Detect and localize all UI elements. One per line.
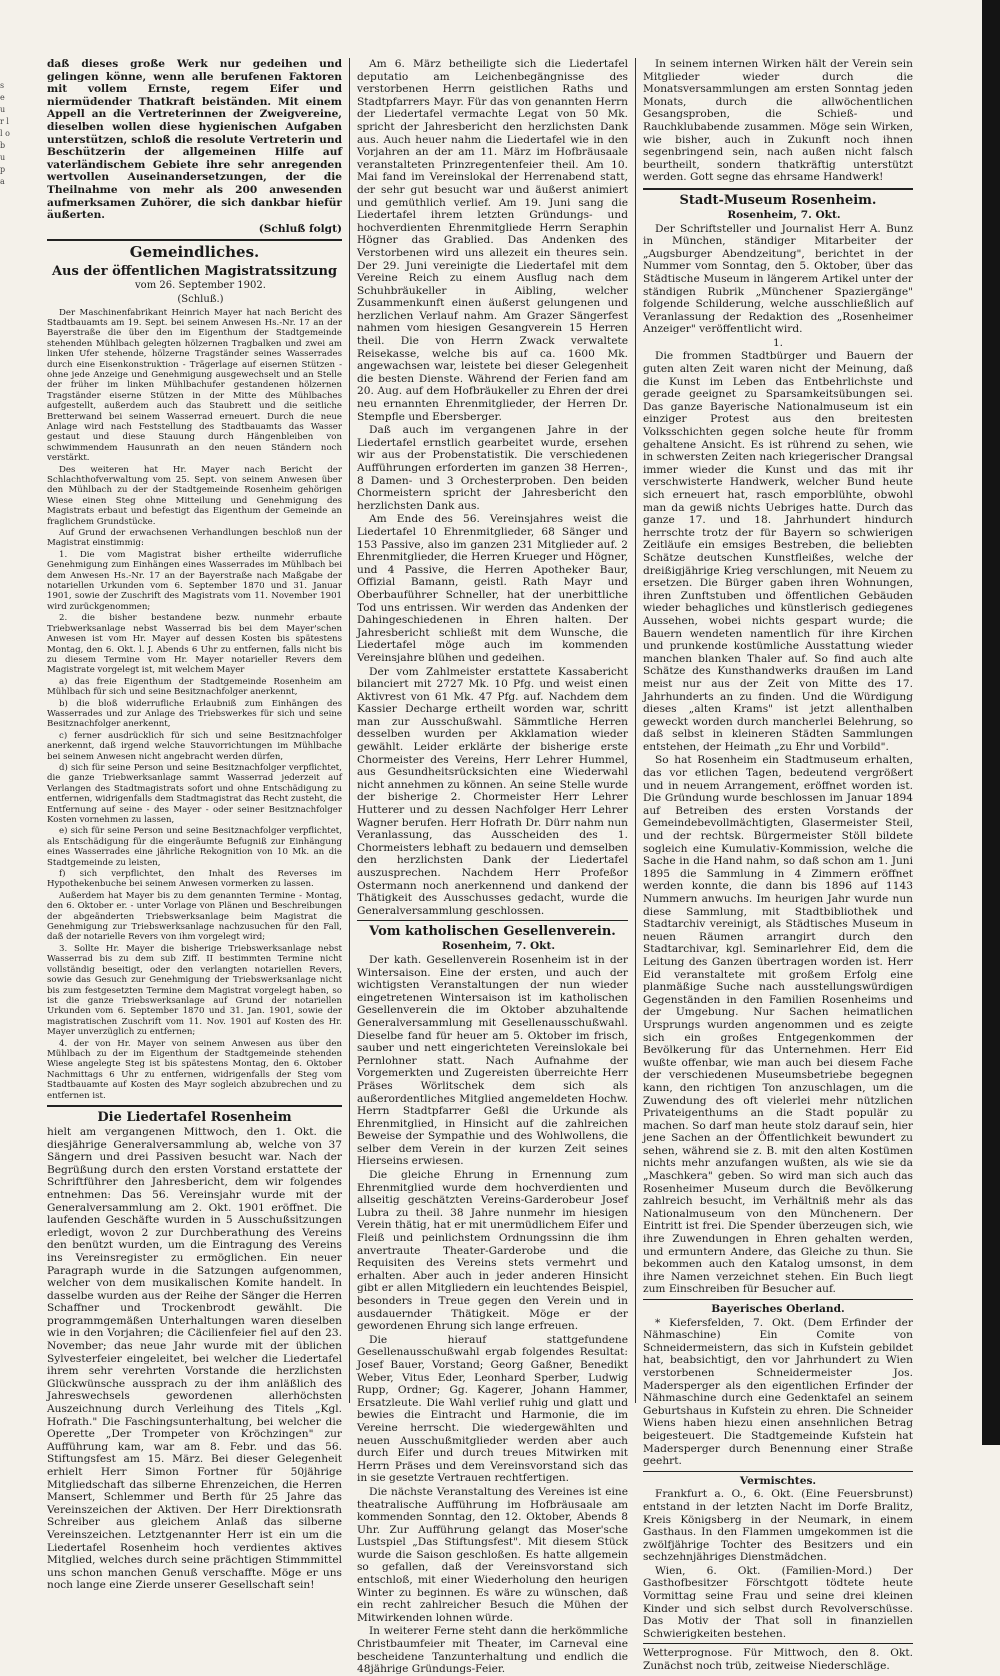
magistrat-schluss: (Schluß.) xyxy=(177,293,224,305)
magistrat-item: d) sich für seine Person und seine Besitznachfolger verpflichtet, die ganze Triebwerksanlage sammt Wasserrad jederzeit auf Verlangen des Stadtmagistrats sofort und ohne Entschädigung zu entfernen, widrigenfalls dem Stadtmagistrat das Recht zusteht, die Entfernung auf seine - des Mayer - oder seiner Besitznachfolger Kosten vornehmen zu lassen, xyxy=(47,762,342,825)
museum-intro: Der Schriftsteller und Journalist Herr A. Bunz in München, ständiger Mitarbeiter der „Augsburger Abendzeitung", berichtet in der Nummer vom Sonntag, den 5. Oktober, über das Städtische Museum in längerem Artikel unter der ständigen Rubrik „Münchener Spaziergänge" folgende Schilderung, welche ausschließlich auf Veranlassung der Redaktion des „Rosenheimer Anzeiger" veröffentlicht wird. xyxy=(643,222,913,336)
magistrat-item: Außerdem hat Mayer bis zu dem genannten Termine - Montag, den 6. Oktober er. - unter Vorlage von Plänen und Beschreibungen der abgeänderten Triebswerksanlage beim Magistrat die Genehmigung zur Triebswerksanlage nachzusuchen für den Fall, daß der notarielle Revers von ihm vorgelegt wird; xyxy=(47,890,342,943)
vermischtes-paragraph: Frankfurt a. O., 6. Okt. (Eine Feuersbrunst) entstand in der letzten Nacht im Dorfe Bralitz, Kreis Königsberg in der Neumark, in einem Gasthaus. In den Flammen umgekommen ist die zwölfjährige Tochter des Besitzers und ein sechzehnjähriges Dienstmädchen. xyxy=(643,1488,913,1564)
liedertafel-paragraph: Am 6. März betheiligte sich die Liedertafel deputatio am Leichenbegängnisse des verstorbenen Herrn geistlichen Raths und Stadtpfarrers Mayr. Für das von genannten Herrn der Liedertafel vermachte Legat von 50 Mk. spricht der Jahresbericht den herzlichsten Dank aus. Auch heuer nahm die Liedertafel wie in den Vorjahren an der am 11. März im Hofbräusaale veranstalteten Prinzregentenfeier theil. Am 10. Mai fand im Vereinslokal der Herrenabend statt, der sehr gut besucht war und äußerst animiert und gemüthlich verlief. Am 19. Juni sang die Liedertafel ihrem letzten Gründungs- und hochverdienten Ehrenmitgliede Herrn Seraphin Högner das Grablied. Das Andenken des Verstorbenen wird uns allezeit ein theures sein. Der 29. Juni vereinigte die Liedertafel mit dem Vereine Reich zu einem Ausflug nach dem Schuhbräukeller in Aibling, welcher Zusammenkunft einen äußerst gelungenen und herzlichen Verlauf nahm. Am Grazer Sängerfest nahmen vom hiesigen Gesangverein 15 Herren theil. Die von Herrn Zwack verwaltete Reisekasse, welche bis auf ca. 1600 Mk. angewachsen war, leistete bei dieser Gelegenheit die besten Dienste. Während der Ferien fand am 20. Aug. auf dem Hofbräukeller zu Ehren der drei neu ernannten Ehrenmitglieder, der Herren Dr. Stempfle und Ebersberger. xyxy=(357,58,628,423)
divider xyxy=(643,1643,913,1644)
margin-letters: s e u r l l o b u p a xyxy=(0,81,10,186)
divider xyxy=(47,1105,342,1107)
magistrat-heading: Aus der öffentlichen Magistratssitzung xyxy=(51,264,338,280)
magistrat-paragraph: Der Maschinenfabrikant Heinrich Mayer hat nach Bericht des Stadtbauamts am 19. Sept. bei seinem Anwesen Hs.-Nr. 17 an der Bayerstraße die über den im Eigenthum der Stadtgemeinde stehenden Mühlbach gelegten hölzernen Tragbalken und zwei am linken Ufer stehende, hölzerne Tragständer seines Wasserrades durch eine Eisenkonstruktion - Trägerlage auf eisernen Stützen - ohne jede Anzeige und Genehmigung ausgewechselt und an Stelle der früher im linken Mühlbachufer gestandenen hölzernen Tragständer eiserne Stützen in der Mitte des Mühlbaches aufgestellt, außerdem auch das Staubrett und die seitliche Bretterwand bei seinem Wasserrad erneuert. Durch die neue Anlage wird nach Feststellung des Stadtbauamts das Wasser gestaut und diese Stauung durch Hängenbleiben von schwimmendem Hausunrath an den neuen Ständern noch verstärkt. xyxy=(47,307,342,464)
magistrat-item: 2. die bisher bestandene bezw. nunmehr erbaute Triebwerksanlage nebst Wasserrad bis bei dem Mayer'schen Anwesen ist vom Hr. Mayer auf dessen Kosten bis spätestens Montag, den 6. Okt. l. J. Abends 6 Uhr zu entfernen, falls nicht bis zu diesem Termine vom Hr. Mayer notarieller Revers dem Magistrate vorgelegt ist, mit welchem Mayer xyxy=(47,613,342,676)
divider xyxy=(643,1471,913,1472)
magistrat-item: e) sich für seine Person und seine Besitznachfolger verpflichtet, als Entschädigung für die eingeräumte Befugniß zur Einhängung eines Wasserrades eine jährliche Rekognition von 10 Mk. an die Stadtgemeinde zu leisten, xyxy=(47,826,342,868)
page-edge xyxy=(982,0,1000,1445)
schluss-folgt: (Schluß folgt) xyxy=(258,222,342,235)
gesellenverein-paragraph: In weiterer Ferne steht dann die herkömmliche Christbaumfeier mit Theater, im Carneval eine bescheidene Tanzunterhaltung und endlich die 48jährige Gründungs-Feier. xyxy=(357,1625,628,1676)
museum-paragraph: So hat Rosenheim ein Stadtmuseum erhalten, das vor etlichen Tagen, bedeutend vergrößert und in neuem Arrangement, eröffnet worden ist. Die Gründung wurde beschlossen im Januar 1894 auf Betreiben des ersten Vorstands der Gemeindebevollmächtigten, Glasermeister Steil, und der rechtsk. Bürgermeister Stöll bildete sogleich eine Kumulativ-Kommission, welche die Sache in die Hand nahm, so daß schon am 1. Juni 1895 die Sammlung in 4 Zimmern eröffnet werden konnte, die dann bis 1896 auf 1143 Nummern anwuchs. Im heurigen Jahr wurde nun diese Sammlung, mit Stadtbibliothek und Stadtarchiv vereinigt, als Städtisches Museum in neuen Räumen arrangirt durch den Stadtarchivar, kgl. Seminarlehrer Eid, dem die Leitung des Ganzen übertragen worden ist. Herr Eid veranstaltete mit großem Erfolg eine planmäßige Suche nach ausstellungswürdigen Gegenständen in den Familien Rosenheims und der Umgebung. Nur Sachen heimatlichen Ursprungs wurden angenommen und es zeigte sich ein großes Entgegenkommen der Bevölkerung für das Unternehmen. Herr Eid wußte offenbar, wie man auch bei diesem Fache der verschiedenen Museumsbetriebe begegnen kann, den richtigen Ton anzuschlagen, um die Zuwendung des oft vielerlei mehr nützlichen Privateigenthums an die Stadt populär zu machen. So darf man heute stolz darauf sein, hier jene Sachen an der Öffentlichkeit bewundert zu sehen, während sie z. B. mit den alten Kostümen nichts mehr anzufangen wußten, als wie sie da „Maschkera" geben. So wird man sich auch das Rosenheimer Museum durch die Bevölkerung zahlreich besucht, im Verhältniß mehr als das Nationalmuseum von den Münchenern. Der Eintritt ist frei. Die Spender überzeugen sich, wie ihre Zuwendungen in Ehren gehalten werden, und ermuntern Andere, das Gleiche zu thun. Sie bekommen auch den Katalog umsonst, in dem ihre Namen verzeichnet stehen. Ein Buch liegt zum Einschreiben für Besucher auf. xyxy=(643,754,913,1296)
magistrat-item: c) ferner ausdrücklich für sich und seine Besitznachfolger anerkennt, daß irgend welche Stauvorrichtungen im Mühlbache bei seinem Anwesen nicht angebracht werden dürfen, xyxy=(47,730,342,762)
liedertafel-paragraph: Am Ende des 56. Vereinsjahres weist die Liedertafel 10 Ehrenmitglieder, 68 Sänger und 153 Passive, also im ganzen 231 Mitglieder auf. 2 Ehrenmitglieder, die Herren Krueger und Högner, und 4 Passive, die Herren Apotheker Baur, Offizial Bamann, geistl. Rath Mayr und Oberbauführer Schneller, hat der unerbittliche Tod uns entrissen. Wir werden das Andenken der Dahingeschiedenen in Ehren halten. Der Jahresbericht schließt mit dem Wunsche, die Liedertafel möge auch im kommenden Vereinsjahre blühen und gedeihen. xyxy=(357,513,628,664)
gesellenverein-paragraph: Der kath. Gesellenverein Rosenheim ist in der Wintersaison. Eine der ersten, und auch der wichtigsten Veranstaltungen der nun wieder eingetretenen Wintersaison ist im katholischen Gesellenverein die im Oktober abzuhaltende Generalversammlung mit Gesellenausschußwahl. Dieselbe fand für heuer am 5. Oktober im frisch, sauber und nett eingerichteten Vereinslokale bei Pernlohner statt. Nach Aufnahme der Vorgemerkten und Zugereisten überreichte Herr Präses Wörlitschek dem sich als außerordentliches Mitglied angemeldeten Hochw. Herrn Stadtpfarrer Geßl die Urkunde als Ehrenmitglied, in Hinsicht auf die zahlreichen Beweise der Sympathie und des Wohlwollens, die selber dem Verein in der kurzen Zeit seines Hierseins erwiesen. xyxy=(357,953,628,1168)
intro-paragraph: daß dieses große Werk nur gedeihen und gelingen könne, wenn alle berufenen Faktoren mit vollem Ernste, regem Eifer und niermüdender Thatkraft beiständen. Mit einem Appell an die Vertreterinnen der Zweigvereine, dieselben wollen diese hygienischen Aufgaben unterstützen, schloß die resolute Vertreterin und Beschützerin der allgemeinen Hilfe auf vaterländischem Gebiete ihre sehr anregenden wertvollen Auseinandersetzungen, der die Theilnahme von mehr als 200 anwesenden aufmerksamen Zuhörer, die sich dankbar hiefür äußerten. xyxy=(47,58,342,222)
newspaper-page xyxy=(40,58,920,1676)
divider xyxy=(643,1299,913,1300)
magistrat-paragraph: Des weiteren hat Hr. Mayer nach Bericht der Schlachthofverwaltung vom 25. Sept. von seinem Anwesen über den Mühlbach zu der der Stadtgemeinde Rosenheim gehörigen Wiese einen Steg ohne Mitteilung und Genehmigung des Magistrats erbaut und befestigt das Eigenthum der Gemeinde an fraglichem Grundstücke. xyxy=(47,464,342,527)
gesellenverein-paragraph: Die hierauf stattgefundene Gesellenausschußwahl ergab folgendes Resultat: Josef Bauer, Vorstand; Georg Gaßner, Benedikt Weber, Vitus Eder, Leonhard Sperber, Ludwig Rupp, Ordner; Gg. Kagerer, Johann Hammer, Ersatzleute. Die Wahl verlief ruhig und glatt und bewies die Eintracht und Harmonie, die im Vereine herrscht. Die wiedergewählten und neuen Ausschußmitglieder werden aber auch durch Eifer und durch treues Mitwirken mit Herrn Präses und dem Vereinsvorstand sich das in sie gesetzte Vertrauen rechtfertigen. xyxy=(357,1333,628,1485)
gesellenverein-paragraph: Die nächste Veranstaltung des Vereines ist eine theatralische Aufführung im Hofbräusaale am kommenden Sonntag, den 12. Oktober, Abends 8 Uhr. Zur Aufführung gelangt das Moser'sche Lustspiel „Das Stiftungsfest". Mit diesem Stück wurde die Saison geschloßen. Es hatte allgemein so gefallen, daß der Vereinsvorstand sich entschloß, mit einer Wiederholung den heurigen Winter zu beginnen. Es wäre zu wünschen, daß ein recht zahlreicher Besuch die Mühen der Mitwirkenden lohnen würde. xyxy=(357,1485,628,1624)
museum-heading: Stadt-Museum Rosenheim. xyxy=(679,192,877,208)
column-2 xyxy=(350,58,636,1676)
wetterprognose: Wetterprognose. Für Mittwoch, den 8. Okt. Zunächst noch trüb, zeitweise Niederschläge. xyxy=(643,1647,913,1673)
liedertafel-paragraph: Daß auch im vergangenen Jahre in der Liedertafel ernstlich gearbeitet wurde, ersehen wir aus der Probenstatistik. Die verschiedenen Aufführungen erforderten im ganzen 38 Herren-, 8 Damen- und 3 Orchesterproben. Den beiden Chormeistern spricht der Jahresbericht den herzlichsten Dank aus. xyxy=(357,424,628,512)
divider xyxy=(357,920,628,921)
divider xyxy=(643,188,913,190)
gesellenverein-paragraph: In seinem internen Wirken hält der Verein sein Mitglieder wieder durch die Monatsversammlungen am ersten Sonntag jeden Monats, durch die allwöchentlichen Gesangsproben, die Schieß- und Rauchklubabende zusammen. Möge sein Wirken, wie bisher, auch in Zukunft noch ihnen segenbringend sein, nach außen nicht falsch beurtheilt, sondern thatkräftig unterstützt werden. Gott segne das ehrsame Handwerk! xyxy=(643,58,913,184)
gemeindliches-heading: Gemeindliches. xyxy=(129,243,260,262)
magistrat-item: f) sich verpflichtet, den Inhalt des Reverses im Hypothekenbuche bei seinem Anwesen vormerken zu lassen. xyxy=(47,869,342,890)
magistrat-item: a) das freie Eigenthum der Stadtgemeinde Rosenheim am Mühlbach für sich und seine Besitznachfolger anerkennt, xyxy=(47,676,342,698)
museum-part-number: 1. xyxy=(772,336,784,349)
museum-dateline: Rosenheim, 7. Okt. xyxy=(727,208,841,221)
vermischtes-heading: Vermischtes. xyxy=(739,1474,817,1487)
magistrat-date: vom 26. September 1902. xyxy=(135,280,266,292)
vermischtes-paragraph: Wien, 6. Okt. (Familien-Mord.) Der Gasthofbesitzer Förschtgott tödtete heute Vormittag seine Frau und seine drei kleinen Kinder und sich selbst durch Revolverschüsse. Das Motiv der That soll in finanziellen Schwierigkeiten bestehen. xyxy=(643,1564,913,1640)
museum-paragraph: Die frommen Stadtbürger und Bauern der guten alten Zeit waren nicht der Meinung, daß die Kunst im Leben das Entbehrlichste und gerade geeignet zu Sparsamkeitsübungen sei. Das ganze Bayerische Nationalmuseum ist ein einziger Protest aus den breitesten Volksschichten gegen solche heute für fromm gehaltene Ansicht. Es ist rührend zu sehen, wie in schwersten Zeiten nach kriegerischer Drangsal immer wieder die Kunst und das mit ihr verschwisterte Handwerk, welcher Bund heute sich erneuert hat, rasch emporblühte, obwohl man da gewiß nichts Uebriges hatte. Durch das ganze 17. und 18. Jahrhundert hindurch herrschte trotz der für Bayern so schwierigen Zeitläufe ein emsiges Bestreben, die beliebten Schätze deutschen Kunstfleißes, welche der dreißigjährige Krieg verschlungen, mit Neuem zu ersetzen. Die Bürger gaben ihren Wohnungen, ihren Zunftstuben und öffentlichen Gebäuden wieder behagliches und künstlerisch gediegenes Aussehen, wobei nichts gespart wurde; die Bauern wendeten namentlich für ihre Kirchen und prunkende kostümliche Ausstattung wieder manchen blanken Thaler auf. So find auch alte Schätze des Kunsthandwerks draußen im Land meist nur aus der Zeit von Mitte des 17. Jahrhunderts an zu finden. Und die Würdigung dieses „alten Krams" ist jetzt allenthalben geweckt worden durch mancherlei Belehrung, so daß selbst in kleineren Städten Sammlungen entstehen, der Heimath „zu Ehr und Vorbild". xyxy=(643,350,913,753)
gesellenverein-dateline: Rosenheim, 7. Okt. xyxy=(441,940,556,953)
magistrat-item: 1. Die vom Magistrat bisher ertheilte widerrufliche Genehmigung zum Einhängen eines Wasserrades im Mühlbach bei dem Anwesen Hs.-Nr. 17 an der Bayerstraße nach Maßgabe der notariellen Urkunden vom 6. September 1870 und 31. Januar 1901, sowie der Zuschrift des Magistrats vom 11. November 1901 wird zurückgenommen; xyxy=(47,549,342,612)
liedertafel-heading: Die Liedertafel Rosenheim xyxy=(97,1109,292,1125)
gesellenverein-heading: Vom katholischen Gesellenverein. xyxy=(369,924,616,940)
liedertafel-paragraph: Der vom Zahlmeister erstattete Kassabericht bilanciert mit 2727 Mk. 10 Pfg. und weist einen Aktivrest von 61 Mk. 47 Pfg. auf. Nachdem dem Kassier Decharge ertheilt worden war, schritt man zur Ausschußwahl. Sämmtliche Herren desselben wurden per Akklamation wieder gewählt. Leider erklärte der bisherige erste Chormeister des Vereins, Herr Lehrer Hummel, aus Gesundheitsrücksichten eine Wiederwahl nicht annehmen zu können. An seine Stelle wurde der bisherige 2. Chormeister Herr Lehrer Hutterer und zu dessen Nachfolger Herr Lehrer Wagner berufen. Herr Hofrath Dr. Dürr nahm nun Veranlassung, das Ausscheiden des 1. Chormeisters lebhaft zu bedauern und demselben den herzlichsten Dank der Liedertafel auszusprechen. Nachdem Herr Profeßor Ostermann noch anerkennend und dankend der Thätigkeit des Ausschusses gedacht, wurde die Generalversammlung geschlossen. xyxy=(357,665,628,917)
column-3 xyxy=(636,58,920,1673)
magistrat-item: 4. der von Hr. Mayer von seinem Anwesen aus über den Mühlbach zu der im Eigenthum der Stadtgemeinde stehenden Wiese angelegte Steg ist bis spätestens Montag, den 6. Oktober Nachmittags 6 Uhr zu entfernen, widrigenfalls der Steg vom Stadtbauamte auf Kosten des Mayr sogleich abzubrechen und zu entfernen ist. xyxy=(47,1038,342,1101)
oberland-heading: Bayerisches Oberland. xyxy=(711,1303,845,1315)
gesellenverein-paragraph: Die gleiche Ehrung in Ernennung zum Ehrenmitglied wurde dem hochverdienten und allseitig geschätzten Vereins-Garderobeur Josef Lubra zu theil. 38 Jahre nunmehr im hiesigen Verein thätig, hat er mit unermüdlichem Eifer und Fleiß und peinlichstem Ordnungssinn die ihm anvertraute Theater-Garderobe und die Requisiten des Vereins stets vermehrt und erhalten. Aber auch in jeder anderen Hinsicht gibt er allen Mitgliedern ein leuchtendes Beispiel, besonders in Treue gegen den Verein und in ausdauernder Thätigkeit. Möge er der gewordenen Ehrung sich lange erfreuen. xyxy=(357,1169,628,1333)
column-1 xyxy=(40,58,350,1592)
magistrat-body xyxy=(47,308,342,1101)
magistrat-item: 3. Sollte Hr. Mayer die bisherige Triebswerksanlage nebst Wasserrad bis zu dem sub Ziff. II bestimmten Termine nicht vollständig beseitigt, oder den verlangten notariellen Revers, sowie das Gesuch zur Genehmigung der Triebswerksanlage nicht bis zum festgesetzten Termine dem Magistrat vorgelegt haben, so ist die ganze Triebswerksanlage auf Grund der notariellen Urkunden vom 6. September 1870 und 31. Jan. 1901, sowie der magistratischen Zuschrift vom 11. Nov. 1901 auf Kosten des Hr. Mayer unverzüglich zu entfernen; xyxy=(47,943,342,1038)
divider xyxy=(47,239,342,241)
oberland-paragraph: * Kiefersfelden, 7. Okt. (Dem Erfinder der Nähmaschine) Ein Comite von Schneidermeistern, das sich in Kufstein gebildet hat, beabsichtigt, den vor Jahrhundert zu Wien verstorbenen Schneidermeister Jos. Madersperger als den eigentlichen Erfinder der Nähmaschine durch eine Gedenktafel an seinem Geburtshaus in Kufstein zu ehren. Die Schneider Wiens haben hiezu einen ansehnlichen Betrag beigesteuert. Die Stadtgemeinde Kufstein hat Madersperger durch Benennung einer Straße geehrt. xyxy=(643,1316,913,1468)
magistrat-item: b) die bloß widerrufliche Erlaubniß zum Einhängen des Wasserrades und zur Anlage des Triebswerkes für sich und seine Besitznachfolger anerkennt, xyxy=(47,698,342,730)
magistrat-paragraph: Auf Grund der erwachsenen Verhandlungen beschloß nun der Magistrat einstimmig: xyxy=(47,528,342,549)
liedertafel-paragraph: hielt am vergangenen Mittwoch, den 1. Okt. die diesjährige Generalversammlung ab, welche von 37 Sängern und drei Passiven besucht war. Nach der Begrüßung durch den ersten Vorstand erstattete der Schriftführer den Jahresbericht, dem wir folgendes entnehmen: Das 56. Vereinsjahr wurde mit der Generalversammlung am 2. Okt. 1901 eröffnet. Die laufenden Geschäfte wurden in 5 Ausschußsitzungen erledigt, wovon 2 zur Durchberathung des Vereins den benützt wurden, um die Eintragung des Vereins ins Vereinsregister zu ermöglichen. Ein neuer Paragraph wurde in die Satzungen aufgenommen, welcher von dem musikalischen Komite handelt. In dasselbe wurden aus der Reihe der Sänger die Herren Schaffner und Trockenbrodt gewählt. Die programmgemäßen Unterhaltungen waren dieselben wie in den Vorjahren; die Cäcilienfeier fiel auf den 23. November; das neue Jahr wurde mit der üblichen Sylvesterfeier eingeleitet, bei welcher die Liedertafel ihrem sehr verehrten Vorstande die herzlichsten Glückwünsche aussprach zu der ihm anläßlich des Jahreswechsels gewordenen allerhöchsten Auszeichnung durch Verleihung des Titels „Kgl. Hofrath." Die Faschingsunterhaltung, bei welcher die Operette „Der Trompeter von Kröchzingen" zur Aufführung kam, war am 8. Febr. und das 56. Stiftungsfest am 15. März. Bei dieser Gelegenheit erhielt Herr Simon Fortner für 50jährige Mitgliedschaft das silberne Ehrenzeichen, die Herren Mansert, Schlemmer und Berth für 25 Jahre das Vereinszeichen der Aktiven. Der Herr Direktionsrath Schreiber aus gleichem Anlaß das silberne Vereinszeichen. Letztgenannter Herr ist ein um die Liedertafel Rosenheim hoch verdientes aktives Mitglied, welches durch seine prächtigen Stimmmittel uns schon manchen Genuß verschaffte. Möge er uns noch lange eine Zierde unserer Gesellschaft sein! xyxy=(47,1125,342,1592)
